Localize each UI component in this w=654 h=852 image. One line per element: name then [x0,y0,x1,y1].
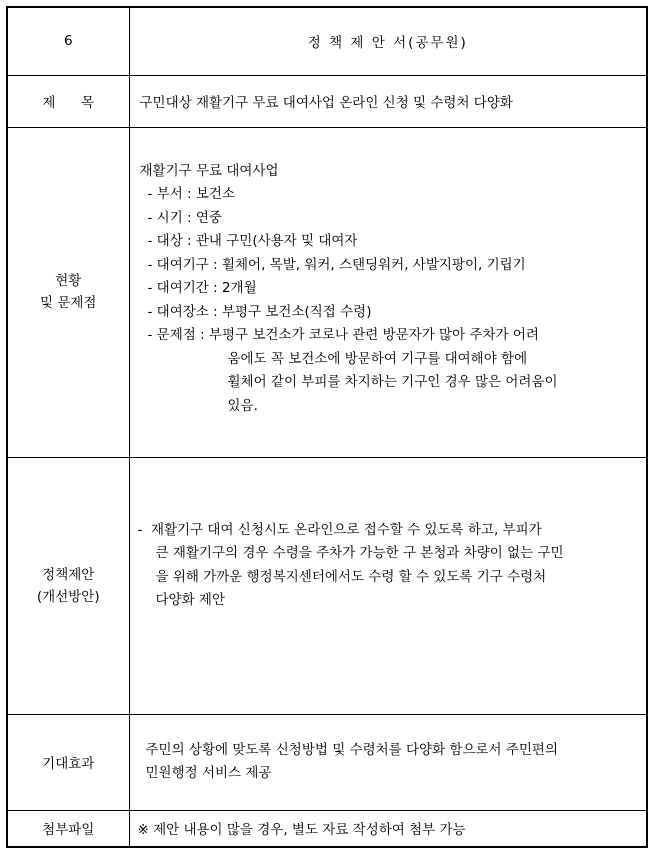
status-item: - 대여기간 : 2개월 [147,280,257,297]
form-title: 정 책 제 안 서(공무원) [129,7,647,75]
status-row [7,127,647,457]
proposal-row [7,457,647,714]
subject-row [7,75,647,127]
attachment-note: ※ 제안 내용이 많을 경우, 별도 자료 작성하여 첨부 가능 [129,810,647,847]
status-content [129,127,647,457]
proposal-content [129,457,647,714]
proposal-label [7,457,129,714]
subject-label: 제 목 [7,75,129,127]
effect-content [129,714,647,810]
status-continuation: 움에도 꼭 보건소에 방문하여 기구를 대여해야 함에 [227,350,528,367]
effect-line: 주민의 상황에 맞도록 신청방법 및 수령처를 다양화 함으로서 주민편의 [145,741,559,758]
proposal-line: - 재활기구 대여 신청시도 온라인으로 접수할 수 있도록 하고, 부피가 [137,521,542,538]
attachment-label: 첨부파일 [7,810,129,847]
status-item: - 문제점 : 부평구 보건소가 코로나 관련 방문자가 많아 주차가 어려 [147,327,539,344]
status-item: - 시기 : 연중 [147,209,222,226]
proposal-label-line2: (개선방안) [36,588,100,605]
proposal-line: 을 위해 가까운 행정복지센터에서도 수령 할 수 있도록 기구 수령처 [155,568,547,585]
header-row [7,7,647,75]
proposal-line: 큰 재활기구의 경우 수령을 주차가 가능한 구 본청과 차량이 없는 구민 [155,545,564,561]
status-label-line1: 현황 [55,273,82,289]
effect-label: 기대효과 [7,714,129,810]
attachment-row [7,810,647,847]
proposal-line: 다양화 제안 [155,592,225,608]
status-item: - 대상 : 관내 구민(사용자 및 대여자 [147,233,358,250]
status-heading: 재활기구 무료 대여사업 [139,162,279,179]
status-item: - 대여장소 : 부평구 보건소(직접 수령) [147,303,372,320]
status-label [7,127,129,457]
status-label-line2: 및 문제점 [40,295,97,311]
proposal-form-table [6,6,648,848]
subject-value: 구민대상 재활기구 무료 대여사업 온라인 신청 및 수령처 다양화 [129,75,647,127]
proposal-label-line1: 정책제안 [42,566,95,583]
status-continuation: 휠체어 같이 부피를 차지하는 기구인 경우 많은 어려움이 [227,374,558,391]
effect-line: 민원행정 서비스 제공 [145,765,272,781]
effect-row [7,714,647,810]
status-continuation: 있음. [227,397,258,414]
status-item: - 부서 : 보건소 [147,186,235,203]
form-number: 6 [7,7,129,75]
status-item: - 대여기구 : 휠체어, 목발, 워커, 스탠딩워커, 사발지팡이, 기립기 [147,256,526,273]
